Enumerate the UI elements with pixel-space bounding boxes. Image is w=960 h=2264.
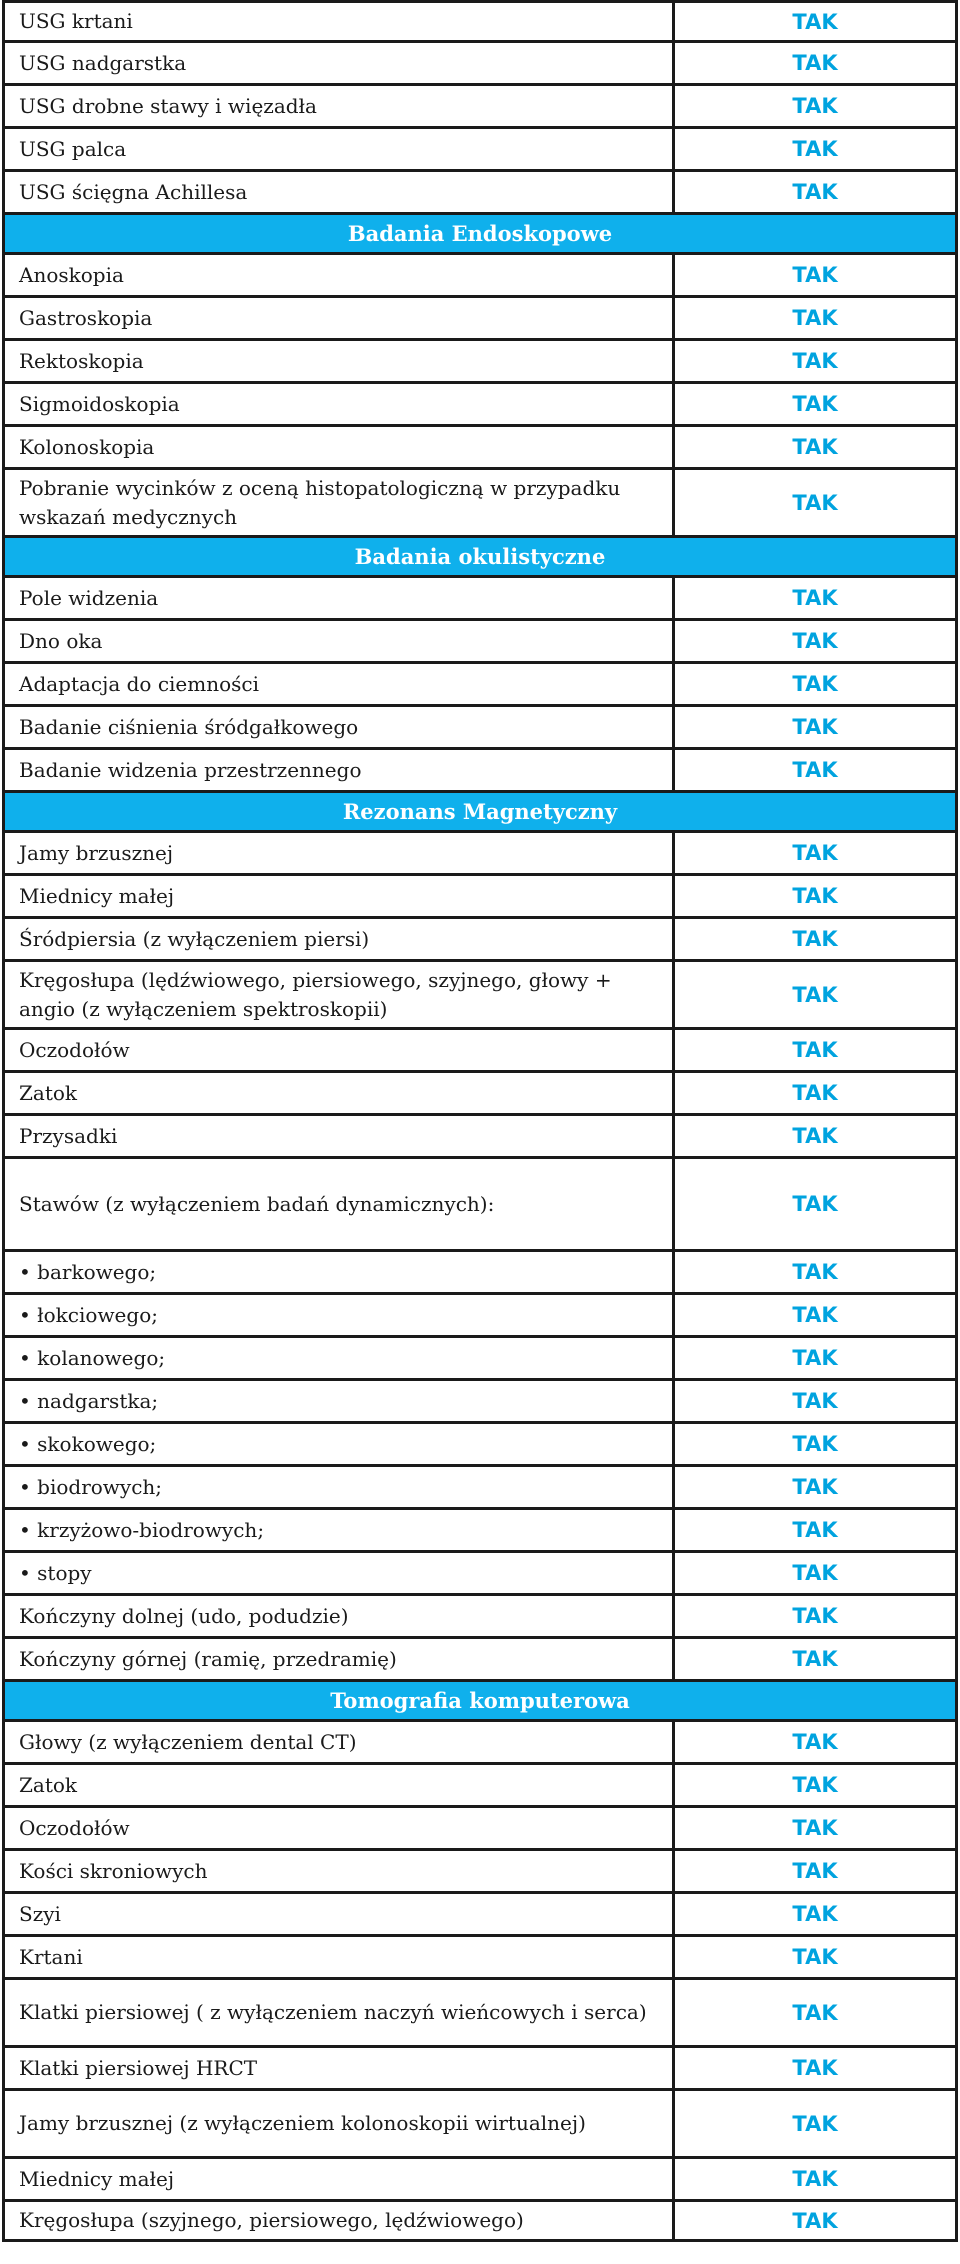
- table-row: [2, 833, 958, 876]
- table-row: [2, 1381, 958, 1424]
- exam-name-label: Miednicy małej: [19, 883, 175, 908]
- exam-name-label: Śródpiersia (z wyłączeniem piersi): [19, 926, 370, 951]
- exam-name: [5, 470, 675, 535]
- exam-name-label: USG nadgarstka: [19, 50, 187, 75]
- bullet-item-label: • skokowego;: [19, 1430, 658, 1459]
- exam-name: [5, 43, 675, 83]
- exam-name: [5, 341, 675, 381]
- exam-name: [5, 3, 675, 40]
- exam-name-label: USG drobne stawy i więzadła: [19, 93, 317, 118]
- exam-name-label: Jamy brzusznej: [19, 840, 174, 865]
- exam-name: [5, 2091, 675, 2156]
- exam-name: [5, 427, 675, 467]
- exam-name-label: USG krtani: [19, 9, 133, 33]
- table-row: [2, 341, 958, 384]
- exam-name-label: Miednicy małej: [19, 2166, 175, 2191]
- availability-value: TAK: [792, 1389, 838, 1413]
- availability-value: TAK: [792, 1773, 838, 1797]
- exam-name: [5, 2048, 675, 2088]
- exam-name-label: USG palca: [19, 136, 127, 161]
- exam-name-label: Krtani: [19, 1944, 83, 1969]
- exam-name: [5, 1639, 675, 1679]
- table-row: [2, 1159, 958, 1252]
- exam-name-label: Głowy (z wyłączeniem dental CT): [19, 1729, 357, 1754]
- table-row: [2, 129, 958, 172]
- exam-name: [5, 1510, 675, 1550]
- table-row: [2, 1722, 958, 1765]
- availability-value: TAK: [792, 9, 838, 34]
- availability-value: TAK: [792, 629, 838, 653]
- table-row: [2, 1030, 958, 1073]
- table-row: [2, 1808, 958, 1851]
- availability-value: TAK: [792, 982, 838, 1007]
- exam-name-label: Jamy brzusznej (z wyłączeniem kolonoskopii wirtualnej): [19, 2111, 586, 2135]
- availability-value: TAK: [792, 94, 838, 118]
- exam-name: [5, 1252, 675, 1292]
- exam-name: [5, 1980, 675, 2045]
- table-row: [2, 962, 958, 1030]
- exam-name-label: Kręgosłupa (lędźwiowego, piersiowego, szyjnego, głowy + angio (z wyłączeniem spektroskopii): [19, 967, 612, 1021]
- availability-value: TAK: [792, 392, 838, 416]
- table-row: [2, 1639, 958, 1682]
- bullet-item-label: • nadgarstka;: [19, 1387, 658, 1416]
- availability-value: TAK: [792, 758, 838, 782]
- table-row: [2, 578, 958, 621]
- exam-name: [5, 707, 675, 747]
- table-row: [2, 3, 958, 43]
- exam-name-label: Dno oka: [19, 628, 103, 653]
- availability-value: TAK: [792, 1303, 838, 1327]
- availability-value: TAK: [792, 1945, 838, 1969]
- table-row: [2, 1424, 958, 1467]
- availability-value: TAK: [792, 1902, 838, 1926]
- exam-name: [5, 255, 675, 295]
- exam-name: [5, 1553, 675, 1593]
- availability-value: TAK: [792, 180, 838, 204]
- availability-value: TAK: [792, 1192, 838, 1216]
- exam-name-label: Kości skroniowych: [19, 1858, 208, 1883]
- availability-value: TAK: [792, 715, 838, 739]
- exam-name: [5, 1424, 675, 1464]
- table-row: [2, 1467, 958, 1510]
- exam-name: [5, 172, 675, 212]
- exam-name: [5, 1116, 675, 1156]
- table-row: [2, 1851, 958, 1894]
- exam-name-label: Sigmoidoskopia: [19, 391, 180, 416]
- exam-name-label: Badanie ciśnienia śródgałkowego: [19, 714, 359, 739]
- exam-name: [5, 1338, 675, 1378]
- availability-value: TAK: [792, 2056, 838, 2080]
- bullet-item-label: • barkowego;: [19, 1258, 658, 1287]
- exam-name-label: Oczodołów: [19, 1815, 130, 1840]
- coverage-table: [2, 0, 958, 2242]
- exam-name: [5, 1808, 675, 1848]
- availability-value: TAK: [792, 435, 838, 459]
- exam-name-label: Gastroskopia: [19, 305, 153, 330]
- table-row: [2, 1553, 958, 1596]
- table-row: [2, 427, 958, 470]
- availability-value: TAK: [792, 841, 838, 865]
- exam-name-label: Stawów (z wyłączeniem badań dynamicznych):: [19, 1191, 495, 1216]
- availability-value: TAK: [792, 1346, 838, 1370]
- availability-value: TAK: [792, 1816, 838, 1840]
- exam-name: [5, 1894, 675, 1934]
- availability-value: TAK: [792, 1604, 838, 1628]
- bullet-item-label: • łokciowego;: [19, 1301, 658, 1330]
- table-row: [2, 1116, 958, 1159]
- availability-value: TAK: [792, 1260, 838, 1284]
- exam-name: [5, 298, 675, 338]
- exam-name-label: Zatok: [19, 1772, 78, 1797]
- exam-name: [5, 833, 675, 873]
- table-row: [2, 876, 958, 919]
- availability-value: TAK: [792, 306, 838, 330]
- exam-name: [5, 1851, 675, 1891]
- exam-name: [5, 664, 675, 704]
- table-row: [2, 1295, 958, 1338]
- section-header-badania-okulistyczne: Badania okulistyczne: [2, 538, 958, 578]
- table-row: [2, 1596, 958, 1639]
- table-row: [2, 1073, 958, 1116]
- exam-name: [5, 2202, 675, 2239]
- availability-value: TAK: [792, 927, 838, 951]
- exam-name-label: Przysadki: [19, 1123, 118, 1148]
- availability-value: TAK: [792, 1647, 838, 1671]
- exam-name-label: Rektoskopia: [19, 348, 144, 373]
- availability-value: TAK: [792, 1038, 838, 1062]
- table-row: [2, 1510, 958, 1553]
- table-row: [2, 470, 958, 538]
- exam-name: [5, 1381, 675, 1421]
- exam-name-label: Kończyny górnej (ramię, przedramię): [19, 1646, 397, 1671]
- availability-value: TAK: [792, 1124, 838, 1148]
- availability-value: TAK: [792, 1859, 838, 1883]
- exam-name-label: Badanie widzenia przestrzennego: [19, 757, 362, 782]
- table-row: [2, 621, 958, 664]
- exam-name-label: Szyi: [19, 1901, 61, 1926]
- exam-name: [5, 1295, 675, 1335]
- availability-value: TAK: [792, 2167, 838, 2191]
- exam-name-label: Pole widzenia: [19, 585, 159, 610]
- availability-value: TAK: [792, 349, 838, 373]
- exam-name: [5, 1596, 675, 1636]
- exam-name: [5, 919, 675, 959]
- section-header-rezonans-magnetyczny: Rezonans Magnetyczny: [2, 793, 958, 833]
- table-row: [2, 1252, 958, 1295]
- availability-value: TAK: [792, 884, 838, 908]
- availability-value: TAK: [792, 263, 838, 287]
- availability-value: TAK: [792, 1475, 838, 1499]
- availability-value: TAK: [792, 1561, 838, 1585]
- availability-value: TAK: [792, 586, 838, 610]
- availability-value: TAK: [792, 1081, 838, 1105]
- exam-name: [5, 621, 675, 661]
- table-row: [2, 86, 958, 129]
- availability-value: TAK: [792, 1730, 838, 1754]
- table-row: [2, 255, 958, 298]
- table-row: [2, 1338, 958, 1381]
- exam-name: [5, 750, 675, 790]
- exam-name-label: Kręgosłupa (szyjnego, piersiowego, lędźwiowego): [19, 2208, 524, 2232]
- bullet-item-label: • krzyżowo-biodrowych;: [19, 1516, 658, 1545]
- availability-value: TAK: [792, 51, 838, 75]
- table-row: [2, 298, 958, 341]
- table-row: [2, 1980, 958, 2048]
- exam-name: [5, 578, 675, 618]
- table-row: [2, 1765, 958, 1808]
- table-row: [2, 172, 958, 215]
- section-header-tomografia-komputerowa: Tomografia komputerowa: [2, 1682, 958, 1722]
- exam-name-label: Klatki piersiowej HRCT: [19, 2055, 258, 2080]
- table-row: [2, 707, 958, 750]
- exam-name: [5, 1765, 675, 1805]
- exam-name: [5, 1030, 675, 1070]
- availability-value: TAK: [792, 2111, 838, 2136]
- exam-name-label: Adaptacja do ciemności: [19, 671, 259, 696]
- table-row: [2, 384, 958, 427]
- exam-name-label: Kolonoskopia: [19, 434, 155, 459]
- availability-value: TAK: [792, 1432, 838, 1456]
- exam-name-label: USG ścięgna Achillesa: [19, 179, 248, 204]
- availability-value: TAK: [792, 490, 838, 515]
- exam-name: [5, 876, 675, 916]
- table-row: [2, 2091, 958, 2159]
- exam-name-label: Zatok: [19, 1080, 78, 1105]
- exam-name-label: Anoskopia: [19, 262, 124, 287]
- availability-value: TAK: [792, 672, 838, 696]
- table-row: [2, 2048, 958, 2091]
- exam-name: [5, 962, 675, 1027]
- exam-name-label: Klatki piersiowej ( z wyłączeniem naczyń wieńcowych i serca): [19, 2000, 647, 2024]
- exam-name-label: Kończyny dolnej (udo, podudzie): [19, 1603, 349, 1628]
- exam-name: [5, 86, 675, 126]
- table-row: [2, 43, 958, 86]
- exam-name: [5, 2159, 675, 2199]
- exam-name: [5, 1937, 675, 1977]
- section-header-badania-endoskopowe: Badania Endoskopowe: [2, 215, 958, 255]
- exam-name: [5, 1467, 675, 1507]
- table-row: [2, 664, 958, 707]
- exam-name: [5, 384, 675, 424]
- table-row: [2, 1937, 958, 1980]
- bullet-item-label: • biodrowych;: [19, 1473, 658, 1502]
- availability-value: TAK: [792, 2208, 838, 2233]
- table-row: [2, 1894, 958, 1937]
- exam-name-label: Oczodołów: [19, 1037, 130, 1062]
- table-row: [2, 919, 958, 962]
- availability-value: TAK: [792, 137, 838, 161]
- bullet-item-label: • kolanowego;: [19, 1344, 658, 1373]
- table-row: [2, 2202, 958, 2242]
- availability-value: TAK: [792, 1518, 838, 1542]
- exam-name-label: Pobranie wycinków z oceną histopatologiczną w przypadku wskazań medycznych: [19, 475, 621, 529]
- availability-value: TAK: [792, 2000, 838, 2025]
- exam-name: [5, 129, 675, 169]
- bullet-item-label: • stopy: [19, 1559, 658, 1588]
- exam-name: [5, 1159, 675, 1249]
- table-row: [2, 750, 958, 793]
- exam-name: [5, 1073, 675, 1113]
- table-row: [2, 2159, 958, 2202]
- exam-name: [5, 1722, 675, 1762]
